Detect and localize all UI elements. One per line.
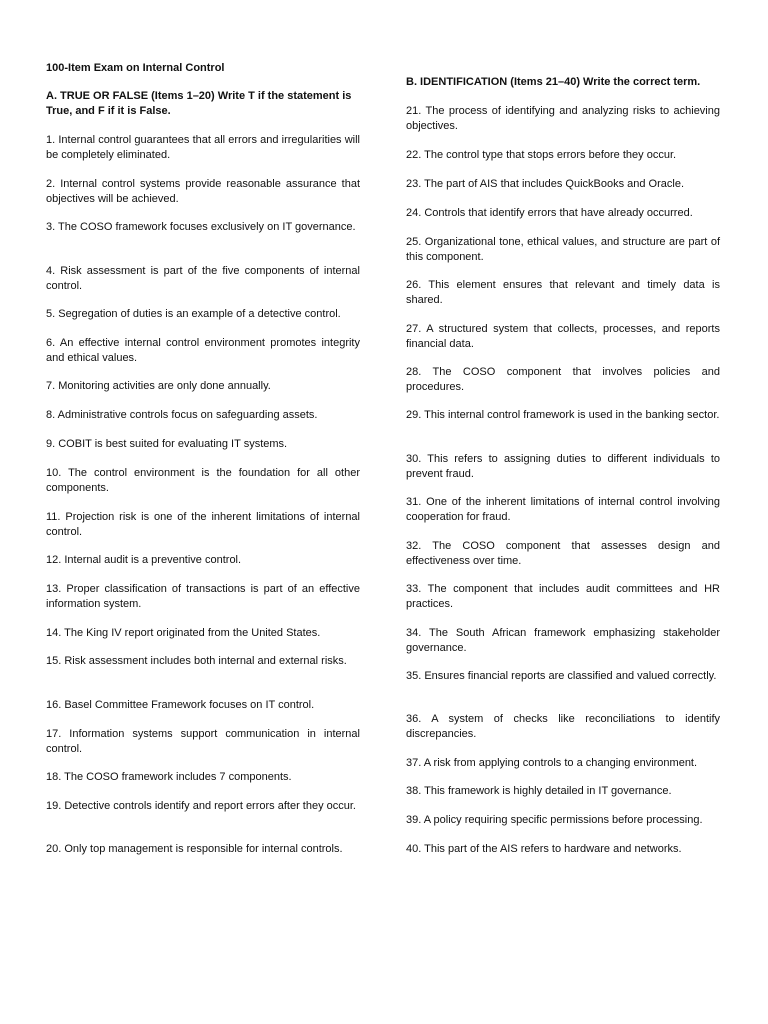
question-item: 18. The COSO framework includes 7 components. [46, 771, 292, 783]
section-b-heading: B. IDENTIFICATION (Items 21–40) Write the correct term. [406, 76, 701, 88]
question-item: 7. Monitoring activities are only done annually. [46, 380, 271, 392]
question-item: 32. The COSO component that assesses design and effectiveness over time. [406, 540, 720, 567]
question-item: 6. An effective internal control environment promotes integrity and ethical values. [46, 337, 360, 364]
question-item: 17. Information systems support communication in internal control. [46, 728, 360, 755]
question-item: 14. The King IV report originated from the United States. [46, 627, 321, 639]
question-item: 37. A risk from applying controls to a changing environment. [406, 757, 698, 769]
question-item: 29. This internal control framework is used in the banking sector. [406, 409, 720, 421]
question-item: 36. A system of checks like reconciliations to identify discrepancies. [406, 713, 720, 740]
question-item: 23. The part of AIS that includes QuickBooks and Oracle. [406, 178, 685, 190]
question-item: 40. This part of the AIS refers to hardware and networks. [406, 843, 682, 855]
question-item: 39. A policy requiring specific permissions before processing. [406, 814, 703, 826]
question-item: 5. Segregation of duties is an example of a detective control. [46, 308, 341, 320]
question-item: 2. Internal control systems provide reasonable assurance that objectives will be achieved. [46, 178, 360, 205]
question-item: 3. The COSO framework focuses exclusively on IT governance. [46, 221, 356, 233]
question-item: 33. The component that includes audit committees and HR practices. [406, 583, 720, 610]
question-item: 31. One of the inherent limitations of internal control involving cooperation for fraud. [406, 496, 720, 523]
question-item: 35. Ensures financial reports are classified and valued correctly. [406, 670, 717, 682]
question-item: 19. Detective controls identify and report errors after they occur. [46, 800, 356, 812]
question-item: 27. A structured system that collects, processes, and reports financial data. [406, 323, 720, 350]
question-item: 34. The South African framework emphasizing stakeholder governance. [406, 627, 720, 654]
question-item: 4. Risk assessment is part of the five components of internal control. [46, 265, 360, 292]
question-item: 15. Risk assessment includes both internal and external risks. [46, 655, 347, 667]
question-item: 22. The control type that stops errors before they occur. [406, 149, 677, 161]
question-item: 30. This refers to assigning duties to different individuals to prevent fraud. [406, 453, 720, 480]
question-item: 26. This element ensures that relevant and timely data is shared. [406, 279, 720, 306]
section-a-heading: A. TRUE OR FALSE (Items 1–20) Write T if the statement is True, and F if it is False. [46, 90, 352, 117]
question-item: 38. This framework is highly detailed in IT governance. [406, 785, 672, 797]
question-item: 11. Projection risk is one of the inherent limitations of internal control. [46, 511, 360, 538]
question-item: 12. Internal audit is a preventive control. [46, 554, 242, 566]
question-item: 9. COBIT is best suited for evaluating IT systems. [46, 438, 288, 450]
question-item: 16. Basel Committee Framework focuses on IT control. [46, 699, 315, 711]
question-item: 25. Organizational tone, ethical values, and structure are part of this component. [406, 236, 720, 263]
question-item: 10. The control environment is the foundation for all other components. [46, 467, 360, 494]
question-item: 13. Proper classification of transactions is part of an effective information system. [46, 583, 360, 610]
question-item: 28. The COSO component that involves policies and procedures. [406, 366, 720, 393]
question-item: 1. Internal control guarantees that all errors and irregularities will be completely eliminated. [46, 134, 360, 161]
question-item: 8. Administrative controls focus on safeguarding assets. [46, 409, 318, 421]
exam-title: 100-Item Exam on Internal Control [46, 62, 225, 74]
question-item: 24. Controls that identify errors that have already occurred. [406, 207, 693, 219]
question-item: 21. The process of identifying and analyzing risks to achieving objectives. [406, 105, 720, 132]
question-item: 20. Only top management is responsible for internal controls. [46, 843, 343, 855]
